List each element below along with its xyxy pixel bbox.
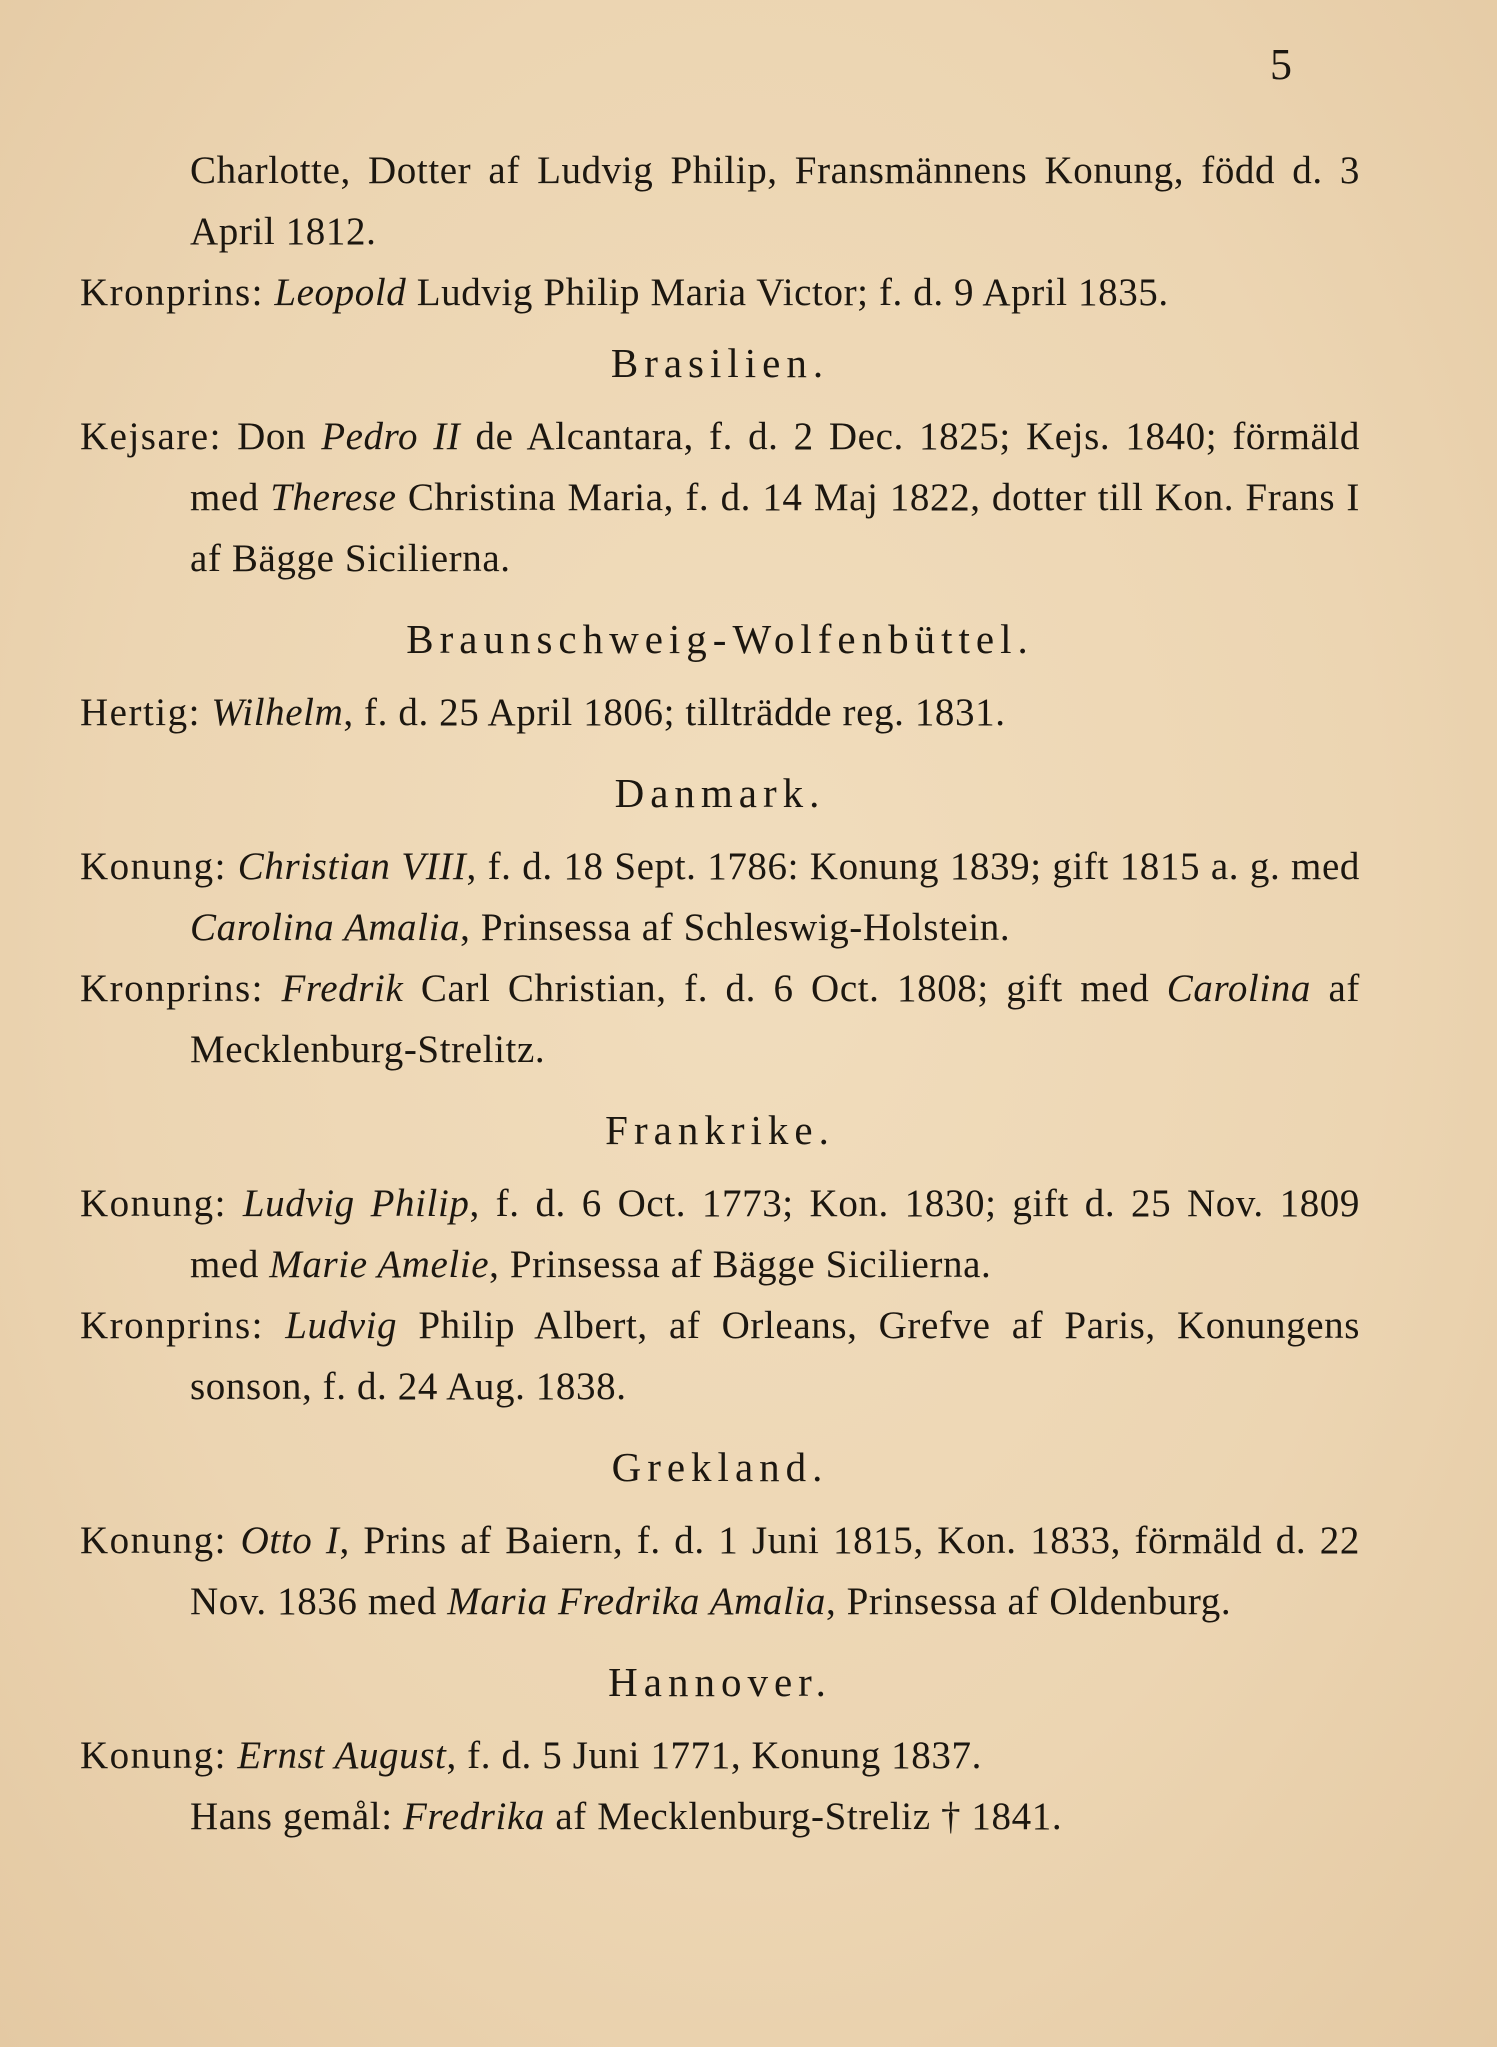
entry-name: Leopold — [274, 271, 407, 314]
entry-title: Konung: — [80, 1734, 227, 1777]
entry-kronprins-frankrike — [80, 1295, 1360, 1417]
entry-text: , Prinsessa af Bägge Sicilierna. — [489, 1243, 992, 1286]
entry-title: Konung: — [80, 1182, 227, 1225]
entry-text: Ludvig Philip Maria Victor; f. d. 9 April 1835. — [406, 271, 1169, 314]
entry-name: Otto I — [240, 1519, 340, 1562]
entry-title: Kronprins: — [80, 271, 264, 314]
entry-spouse: Therese — [270, 476, 397, 519]
entry-spouse: Carolina Amalia — [190, 906, 461, 949]
entry-kronprins-danmark — [80, 958, 1360, 1080]
section-heading-frankrike: Frankrike. — [605, 1107, 835, 1153]
section-heading-grekland: Grekland. — [611, 1444, 829, 1490]
entry-text: , f. d. 25 April 1806; tillträdde reg. 1831. — [343, 691, 1006, 734]
entry-text: , f. d. 6 Oct. 1773; Kon. 1830; gift d. 25 Nov. 1809 med — [190, 1182, 1360, 1286]
section-heading-hannover: Hannover. — [608, 1659, 832, 1705]
entry-title: Kronprins: — [80, 1304, 264, 1347]
entry-text: , f. d. 5 Juni 1771, Konung 1837. — [446, 1734, 982, 1777]
entry-text: , f. d. 18 Sept. 1786: Konung 1839; gift 1815 a. g. med — [466, 845, 1360, 888]
entry-text: Philip Albert, af Orleans, Grefve af Paris, Konungens sonson, f. d. 24 Aug. 1838. — [190, 1304, 1360, 1408]
section-heading-brasilien: Brasilien. — [610, 340, 830, 386]
page-content — [80, 140, 1360, 1847]
entry-konung-frankrike — [80, 1173, 1360, 1295]
entry-text: Christina Maria, f. d. 14 Maj 1822, dotter till Kon. Frans I af Bägge Sicilierna. — [190, 476, 1360, 580]
entry-text: Carl Christian, f. d. 6 Oct. 1808; gift med — [403, 967, 1167, 1010]
entry-spouse: Maria Fredrika Amalia — [447, 1580, 826, 1623]
entry-title: Kejsare: — [80, 415, 222, 458]
entry-name: Christian VIII — [237, 845, 467, 888]
section-heading-danmark: Danmark. — [614, 770, 826, 816]
entry-spouse: Carolina — [1166, 967, 1311, 1010]
entry-name: Wilhelm — [211, 691, 344, 734]
entry-title: Kronprins: — [80, 967, 264, 1010]
entry-text: , Prinsessa af Oldenburg. — [825, 1580, 1232, 1623]
entry-text: af Mecklenburg-Streliz † 1841. — [545, 1795, 1063, 1838]
entry-konung-grekland — [80, 1510, 1360, 1632]
section-heading-braunschweig: Braunschweig-Wolfenbüttel. — [406, 616, 1034, 662]
entry-kronprins-leopold — [80, 262, 1360, 323]
entry-kejsare-brasilien — [80, 406, 1360, 589]
entry-title: Konung: — [80, 845, 227, 888]
entry-gemal-hannover — [80, 1786, 1360, 1847]
entry-name: Ludvig Philip — [242, 1182, 470, 1225]
entry-name: Ernst August — [237, 1734, 447, 1777]
entry-text: Don — [221, 415, 322, 458]
entry-text: de Alcantara, f. d. 2 Dec. 1825; Kejs. 1840; förmäld med — [190, 415, 1360, 519]
entry-hertig-braunschweig — [80, 682, 1360, 743]
entry-spouse: Marie Amelie — [269, 1243, 490, 1286]
entry-name: Ludvig — [285, 1304, 398, 1347]
entry-text: , Prinsessa af Schleswig-Holstein. — [460, 906, 1011, 949]
entry-title: Hans gemål: — [190, 1795, 393, 1838]
charlotte-entry: Charlotte, Dotter af Ludvig Philip, Fransmännens Konung, född d. 3 April 1812. — [190, 149, 1360, 253]
entry-title: Hertig: — [80, 691, 201, 734]
entry-title: Konung: — [80, 1519, 227, 1562]
entry-text: , Prins af Baiern, f. d. 1 Juni 1815, Kon. 1833, förmäld d. 22 Nov. 1836 med — [190, 1519, 1360, 1623]
page-number: 5 — [1270, 40, 1292, 89]
entry-konung-danmark — [80, 836, 1360, 958]
entry-name: Fredrik — [281, 967, 404, 1010]
entry-name: Fredrika — [403, 1795, 545, 1838]
entry-konung-hannover — [80, 1725, 1360, 1786]
entry-text: af Mecklenburg-Strelitz. — [190, 967, 1360, 1071]
entry-name: Pedro II — [321, 415, 461, 458]
